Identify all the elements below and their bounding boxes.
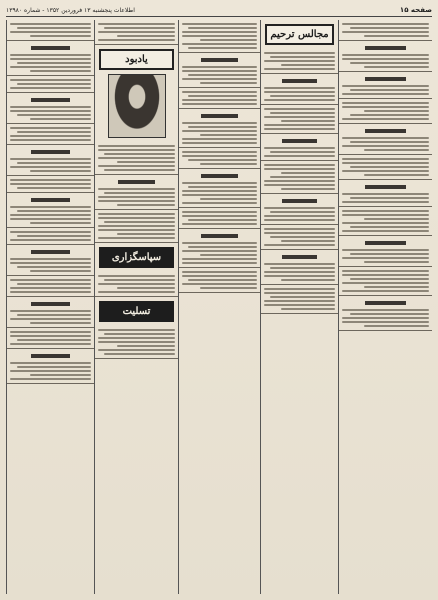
notice-block <box>7 228 94 245</box>
notice-block <box>7 276 94 297</box>
notice-block <box>179 268 260 293</box>
notice-block <box>95 175 178 210</box>
notice-block <box>179 229 260 268</box>
notice-block <box>95 20 178 45</box>
column-5 <box>6 20 94 594</box>
notice-block <box>339 99 432 124</box>
notice-block <box>261 105 338 134</box>
notice-block <box>179 88 260 109</box>
notice-block <box>261 194 338 225</box>
page-number: صفحه ۱۵ <box>399 6 432 14</box>
notice-block <box>7 328 94 349</box>
notice-block <box>261 250 338 285</box>
notice-block <box>261 161 338 194</box>
notice-block <box>179 53 260 88</box>
notice-block <box>339 72 432 99</box>
notice-block <box>7 245 94 276</box>
section-title-tasliyat: تسلیت <box>99 301 174 322</box>
notice-block <box>339 124 432 155</box>
notice-block <box>95 142 178 175</box>
column-4 <box>94 20 178 594</box>
column-1 <box>338 20 432 594</box>
notice-block <box>261 49 338 74</box>
notice-block <box>95 326 178 359</box>
section-title-majalis: مجالس ترحیم <box>265 24 334 45</box>
notice-block <box>7 349 94 384</box>
notice-block <box>95 272 178 297</box>
page-header <box>6 4 432 17</box>
notice-block <box>179 208 260 229</box>
notice-block <box>7 76 94 93</box>
notice-block <box>179 148 260 169</box>
column-3 <box>178 20 260 594</box>
section-title-sepasgozari: سپاسگزاری <box>99 247 174 268</box>
column-2 <box>260 20 338 594</box>
notice-block <box>339 155 432 180</box>
notice-block <box>339 267 432 296</box>
notice-block <box>7 20 94 41</box>
notice-block <box>339 180 432 207</box>
notice-block <box>7 193 94 228</box>
notice-block <box>339 20 432 41</box>
notice-block <box>7 41 94 76</box>
notice-block <box>339 207 432 236</box>
notice-block <box>261 225 338 250</box>
notice-block <box>7 124 94 145</box>
notice-block <box>7 145 94 176</box>
notice-block <box>179 109 260 148</box>
notice-block <box>261 74 338 105</box>
issue-line: اطلاعات پنجشنبه ۱۳ فروردین ۱۳۵۲ - شماره ۱۳۹۸۰ <box>6 6 135 14</box>
notice-block <box>339 236 432 267</box>
notice-block <box>339 296 432 331</box>
notice-block <box>95 210 178 243</box>
section-title-yadbud: یادبود <box>99 49 174 70</box>
notice-block <box>179 20 260 53</box>
notice-block <box>261 285 338 314</box>
notice-block <box>7 93 94 124</box>
notice-block <box>179 169 260 208</box>
notice-block <box>339 41 432 72</box>
notice-block <box>7 176 94 193</box>
notice-block <box>261 134 338 161</box>
notice-block <box>7 297 94 328</box>
portrait-photo <box>108 74 166 138</box>
